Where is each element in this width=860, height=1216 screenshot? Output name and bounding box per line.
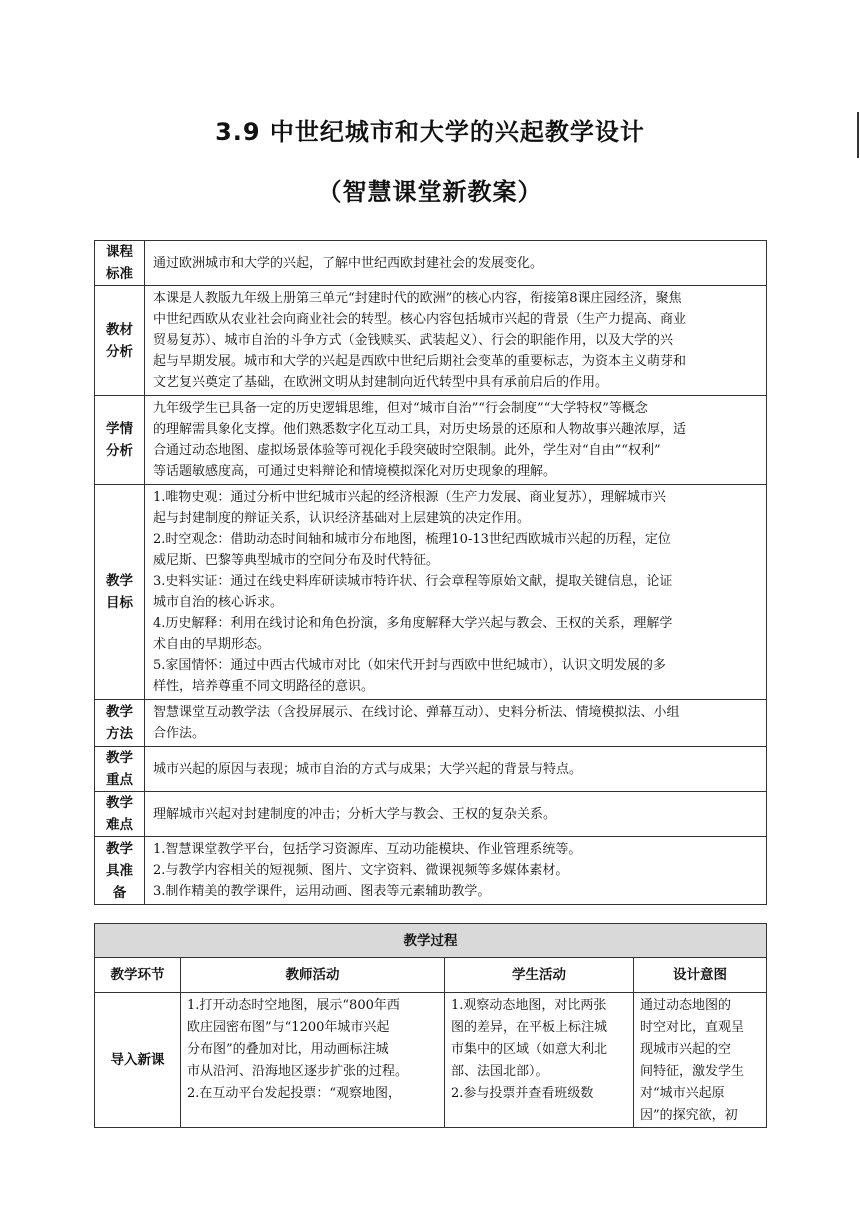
cell-line: 通过动态地图的 xyxy=(640,998,732,1013)
cell-line: 欧庄园密布图”与“1200年城市兴起 xyxy=(187,1020,390,1035)
row-content-line: 起与封建制度的辩证关系，认识经济基础对上层建筑的决定作用。 xyxy=(153,511,531,526)
row-label-line: 教学 xyxy=(106,750,133,766)
row-content-line: 城市兴起的原因与表现；城市自治的方式与成果；大学兴起的背景与特点。 xyxy=(153,761,583,777)
row-label-line: 教学 xyxy=(106,840,133,857)
row-content-line: 的理解需具象化支撑。他们熟悉数字化互动工具，对历史场景的还原和人物故事兴趣浓厚，适 xyxy=(153,422,687,437)
info-row xyxy=(95,241,767,286)
row-label-line: 课程 xyxy=(106,244,133,260)
row-label-line: 教学 xyxy=(106,573,133,589)
student-activity-cell xyxy=(445,993,634,1128)
cell-line: 2.参与投票并查看班级数 xyxy=(451,1086,594,1101)
row-label-line: 目标 xyxy=(106,595,133,611)
row-label-line: 分析 xyxy=(106,343,133,360)
row-content-line: 理解城市兴起对封建制度的冲击；分析大学与教会、王权的复杂关系。 xyxy=(153,806,557,822)
row-content-line: 智慧课堂互动教学法（含投屏展示、在线讨论、弹幕互动）、史料分析法、情境模拟法、小组 xyxy=(153,705,680,720)
header-stage: 教学环节 xyxy=(95,958,181,993)
teaching-process-table xyxy=(94,923,767,1128)
course-info-table xyxy=(94,240,767,905)
row-label-line: 重点 xyxy=(106,772,133,788)
cell-line: 因”的探究欲，初 xyxy=(640,1108,738,1123)
row-content-line: 1.唯物史观：通过分析中世纪城市兴起的经济根源（生产力发展、商业复苏），理解城市兴 xyxy=(153,490,666,505)
info-row xyxy=(95,792,767,837)
row-content-line: 威尼斯、巴黎等典型城市的空间分布及时代特征。 xyxy=(153,553,440,568)
cell-line: 2.在互动平台发起投票：“观察地图， xyxy=(187,1086,402,1101)
header-student-activity: 学生活动 xyxy=(445,958,634,993)
stage-cell: 导入新课 xyxy=(95,993,181,1128)
row-content-line: 4.历史解释：利用在线讨论和角色扮演，多角度解释大学兴起与教会、王权的关系，理解学 xyxy=(153,616,673,631)
info-row xyxy=(95,485,767,700)
row-label-line: 教学 xyxy=(106,704,133,720)
row-label-line: 学情 xyxy=(106,421,133,437)
row-content xyxy=(145,485,767,700)
row-label xyxy=(95,700,145,747)
row-content-line: 3.史料实证：通过在线史料库研读城市特许状、行会章程等原始文献，提取关键信息，论证 xyxy=(153,574,673,589)
row-content xyxy=(145,700,767,747)
header-design-intent: 设计意图 xyxy=(634,958,767,993)
row-content-line: 九年级学生已具备一定的历史逻辑思维，但对“城市自治”“行会制度”“大学特权”等概念 xyxy=(153,401,648,416)
row-content-line: 贸易复苏）、城市自治的斗争方式（金钱赎买、武装起义）、行会的职能作用，以及大学的兴 xyxy=(153,333,674,348)
header-teacher-activity: 教师活动 xyxy=(181,958,445,993)
process-header-row xyxy=(95,958,767,993)
row-content xyxy=(145,396,767,485)
cell-line: 现城市兴起的空 xyxy=(640,1042,732,1057)
row-content-line: 文艺复兴奠定了基础，在欧洲文明从封建制向近代转型中具有承前启后的作用。 xyxy=(153,375,609,390)
row-content xyxy=(145,837,767,905)
info-row xyxy=(95,396,767,485)
info-row xyxy=(95,837,767,905)
row-content-line: 2.与教学内容相关的短视频、图片、文字资料、微课视频等多媒体素材。 xyxy=(153,863,569,878)
row-label xyxy=(95,837,145,905)
row-content-line: 城市自治的核心诉求。 xyxy=(153,595,284,610)
row-label-line: 方法 xyxy=(106,726,133,742)
row-content xyxy=(145,747,767,792)
row-label xyxy=(95,396,145,485)
teacher-activity-cell xyxy=(181,993,445,1128)
row-content-line: 合通过动态地图、虚拟场景体验等可视化手段突破时空限制。此外，学生对“自由”“权利” xyxy=(153,443,661,458)
row-content-line: 5.家国情怀：通过中西古代城市对比（如宋代开封与西欧中世纪城市），认识文明发展的多 xyxy=(153,658,666,673)
row-label xyxy=(95,747,145,792)
row-content-line: 2.时空观念：借助动态时间轴和城市分布地图，梳理10-13世纪西欧城市兴起的历程，定位 xyxy=(153,532,671,547)
cell-line: 对“城市兴起原 xyxy=(640,1086,725,1101)
cell-line: 市从沿河、沿海地区逐步扩张的过程。 xyxy=(187,1064,409,1079)
cell-line: 时空对比，直观呈 xyxy=(640,1020,745,1035)
row-content xyxy=(145,792,767,837)
row-label-line: 分析 xyxy=(106,443,133,459)
cell-line: 图的差异，在平板上标注城 xyxy=(451,1020,608,1035)
row-label xyxy=(95,485,145,700)
process-row xyxy=(95,993,767,1128)
page-title: 3.9 中世纪城市和大学的兴起教学设计 xyxy=(215,118,645,146)
cell-line: 1.观察动态地图，对比两张 xyxy=(451,998,607,1013)
cell-line: 部、法国北部）。 xyxy=(451,1064,549,1079)
page-subtitle: （智慧课堂新教案） xyxy=(317,178,543,206)
row-content-line: 3.制作精美的教学课件，运用动画、图表等元素辅助教学。 xyxy=(153,884,491,899)
info-row xyxy=(95,700,767,747)
cell-line: 间特征，激发学生 xyxy=(640,1064,745,1079)
row-label-line: 备 xyxy=(112,884,127,901)
row-content xyxy=(145,241,767,286)
design-intent-cell xyxy=(634,993,767,1128)
row-content xyxy=(145,286,767,396)
row-label-line: 具准 xyxy=(106,862,133,879)
row-label xyxy=(95,792,145,837)
row-content-line: 1.智慧课堂教学平台，包括学习资源库、互动功能模块、作业管理系统等。 xyxy=(153,842,582,857)
row-content-line: 合作法。 xyxy=(153,726,206,741)
info-row xyxy=(95,286,767,396)
row-label-line: 难点 xyxy=(106,817,133,833)
row-label xyxy=(95,286,145,396)
cell-line: 分布图”的叠加对比，用动画标注城 xyxy=(187,1042,389,1057)
row-content-line: 起与早期发展。城市和大学的兴起是西欧中世纪后期社会变革的重要标志，为资本主义萌芽和 xyxy=(153,354,687,369)
row-content-line: 本课是人教版九年级上册第三单元“封建时代的欧洲”的核心内容，衔接第8课庄园经济，聚焦 xyxy=(153,291,682,306)
cell-line: 市集中的区域（如意大利北 xyxy=(451,1042,608,1057)
cell-line: 1.打开动态时空地图，展示“800年西 xyxy=(187,998,400,1013)
process-section-title: 教学过程 xyxy=(95,924,767,958)
row-label-line: 教学 xyxy=(106,795,133,811)
row-content-line: 样性，培养尊重不同文明路径的意识。 xyxy=(153,679,375,694)
row-label xyxy=(95,241,145,286)
row-content-line: 等话题敏感度高，可通过史料辩论和情境模拟深化对历史现象的理解。 xyxy=(153,464,557,479)
page-edge-marker xyxy=(857,112,859,158)
row-label-line: 教材 xyxy=(106,321,133,338)
info-row xyxy=(95,747,767,792)
row-label-line: 标准 xyxy=(106,266,133,282)
row-content-line: 术自由的早期形态。 xyxy=(153,637,271,652)
row-content-line: 通过欧洲城市和大学的兴起，了解中世纪西欧封建社会的发展变化。 xyxy=(153,255,544,271)
row-content-line: 中世纪西欧从农业社会向商业社会的转型。核心内容包括城市兴起的背景（生产力提高、商业 xyxy=(153,312,687,327)
